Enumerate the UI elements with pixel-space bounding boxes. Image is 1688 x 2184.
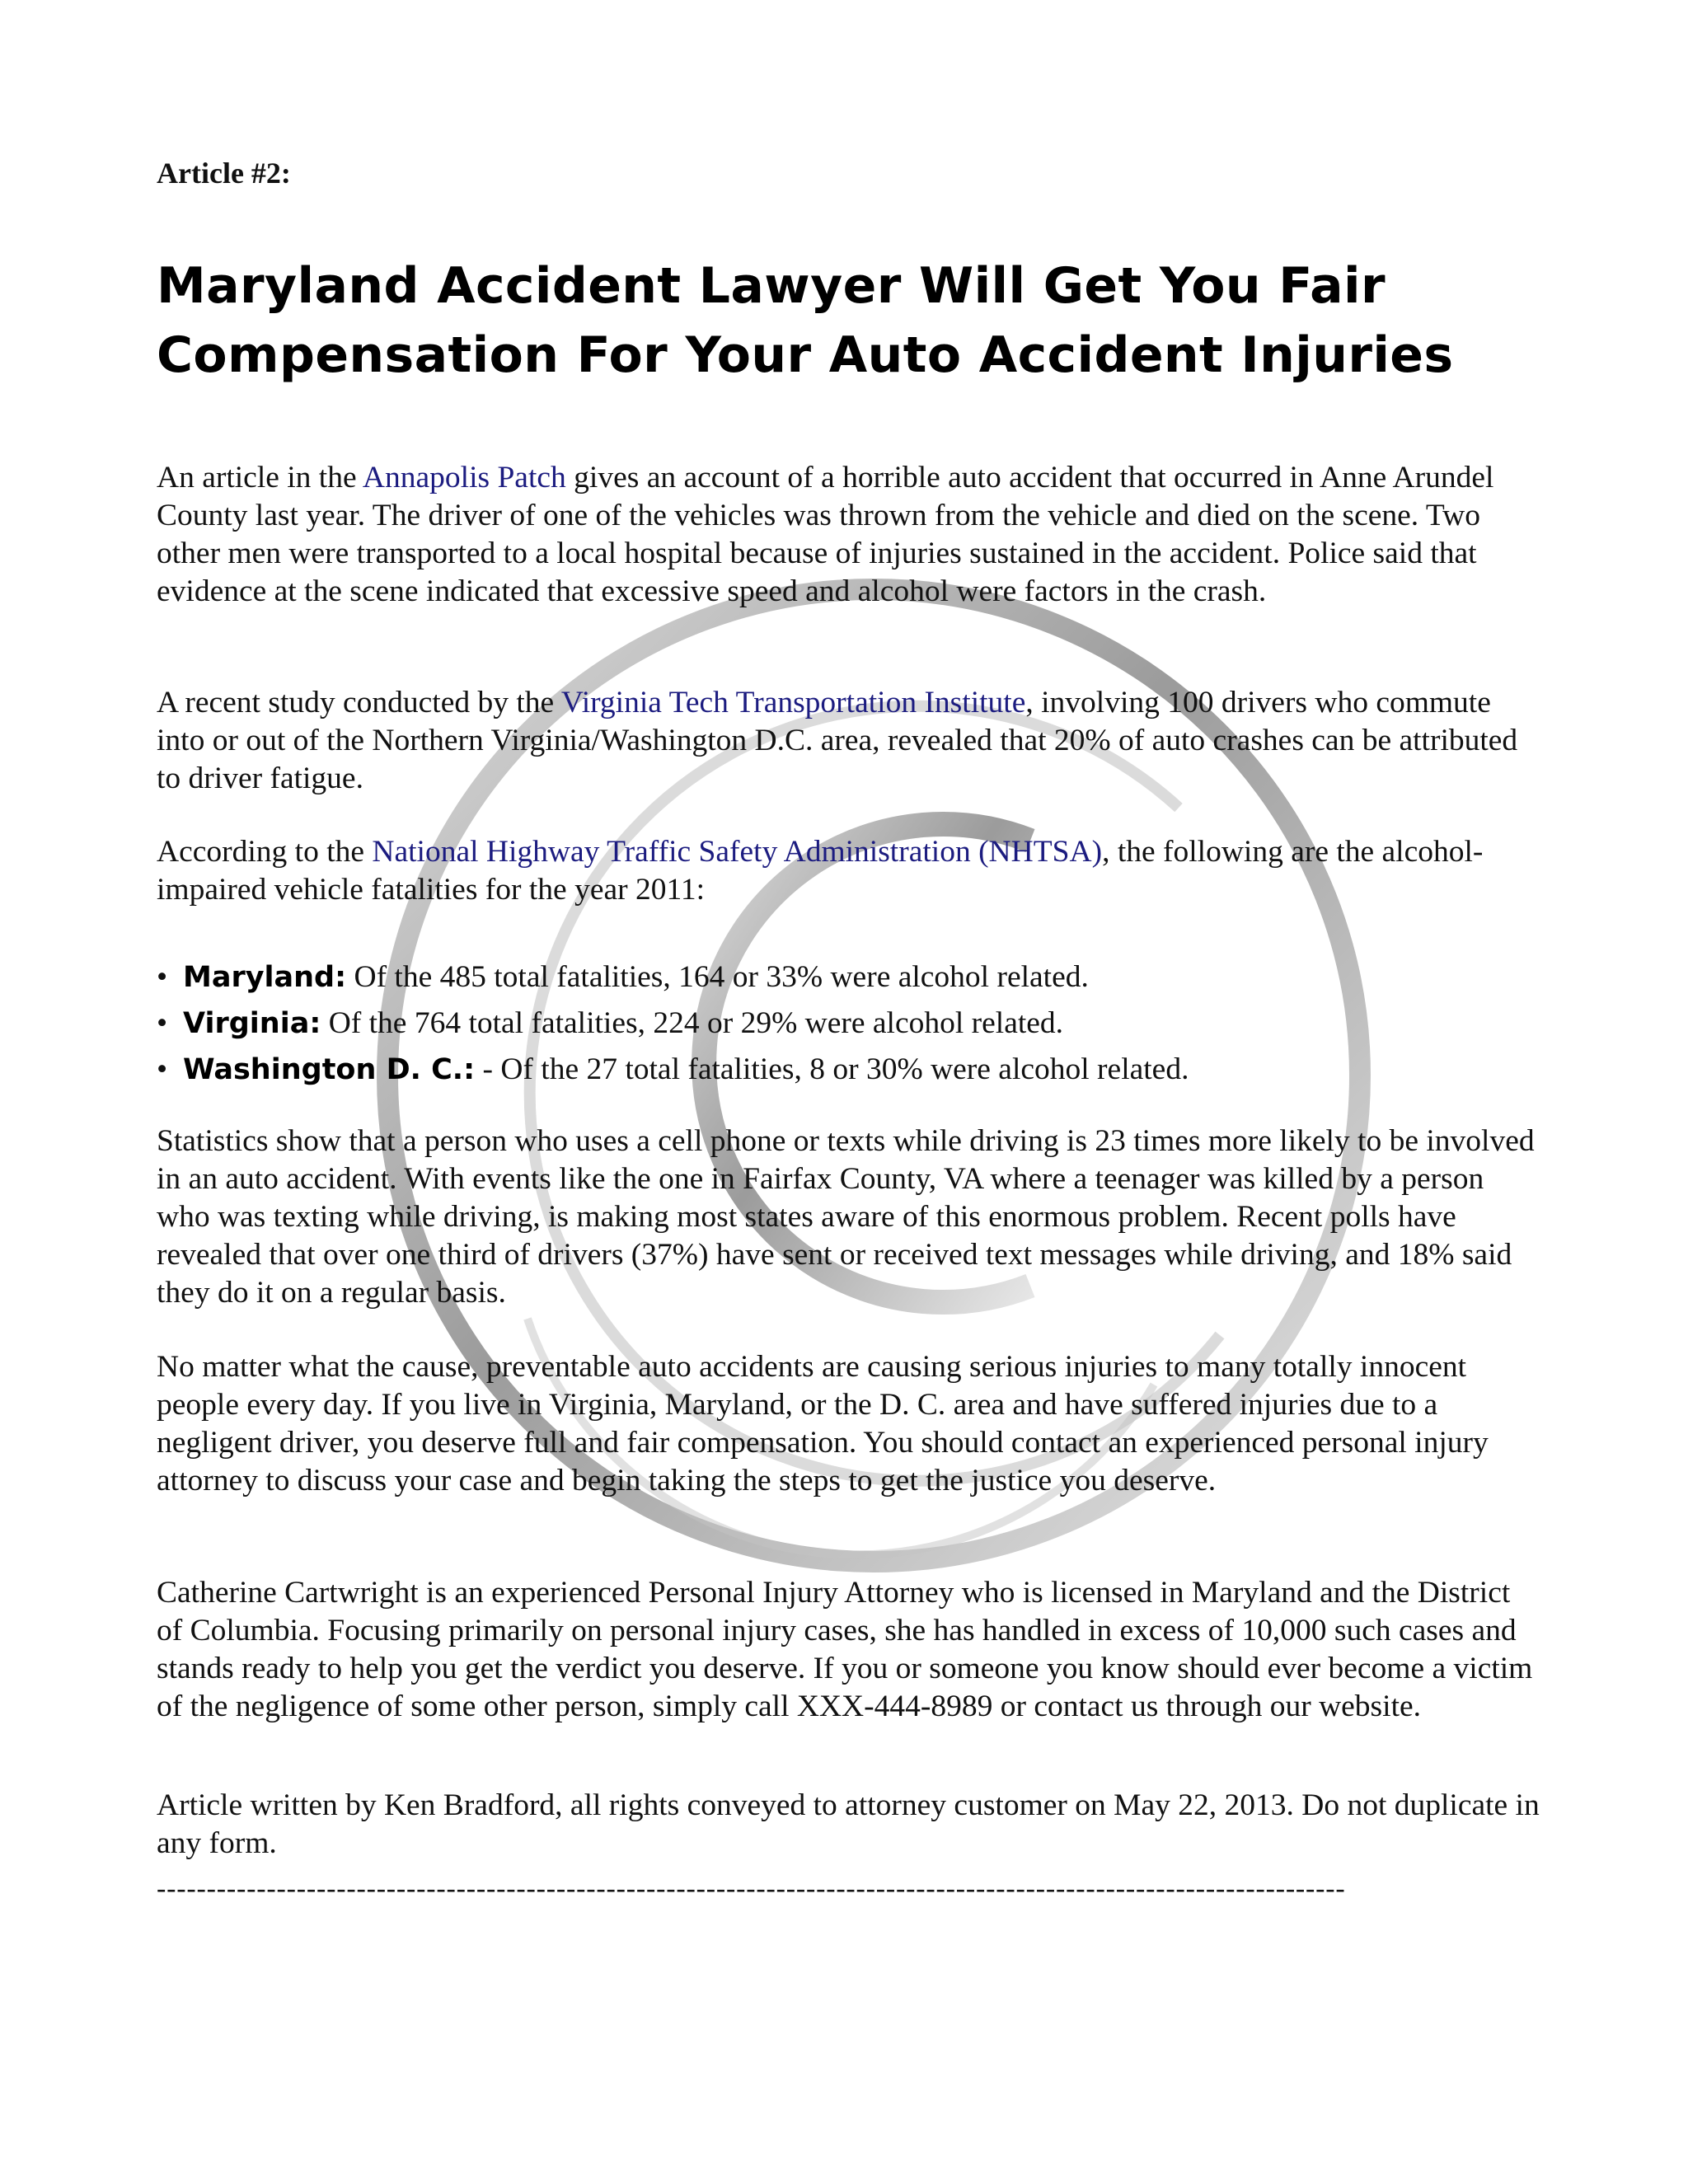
virginia-tech-institute-link[interactable]: Virginia Tech Transportation Institute <box>560 686 1026 719</box>
paragraph-attorney-bio: Catherine Cartwright is an experienced Personal Injury Attorney who is licensed in Maryland and the District of Columbia. Focusing primarily on personal injury cases, she has handled in excess of 10,000 such cases and stands ready to help you get the verdict you deserve. If you or someone you know should ever become a victim of the negligence of some other person, simply call XXX-444-8989 or contact us through our website. <box>157 1576 1533 1723</box>
bullet-icon: • <box>157 1006 168 1040</box>
article-number-label: Article #2: <box>157 157 291 190</box>
annapolis-patch-link[interactable]: Annapolis Patch <box>362 461 566 494</box>
list-item-maryland <box>157 954 1189 1001</box>
fatality-stat: Of the 764 total fatalities, 224 or 29% were alcohol related. <box>321 1006 1064 1040</box>
bullet-icon: • <box>157 1052 168 1086</box>
paragraph-text: A recent study conducted by the <box>157 686 561 719</box>
paragraph-preventable-accidents: No matter what the cause, preventable auto accidents are causing serious injuries to many totally innocent people every day. If you live in Virginia, Maryland, or the D. C. area and have suffered injuries due to a negligent driver, you deserve full and fair compensation. You should contact an experienced personal injury attorney to discuss your case and begin taking the steps to get the justice you deserve. <box>157 1350 1489 1497</box>
fatality-stat: Of the 485 total fatalities, 164 or 33% were alcohol related. <box>346 960 1089 994</box>
paragraph-text: An article in the <box>157 461 363 494</box>
paragraph-annapolis-accident <box>157 459 1541 611</box>
paragraph-text: , the following are the alcohol-impaired vehicle fatalities for the year 2011: <box>157 835 1484 907</box>
headline-line-1: Maryland Accident Lawyer Will Get You Fair <box>157 257 1386 315</box>
paragraph-text: According to the <box>157 835 373 869</box>
paragraph-copyright-notice: Article written by Ken Bradford, all rights conveyed to attorney customer on May 22, 2013. Do not duplicate in any form. <box>157 1788 1540 1860</box>
state-label: Maryland: <box>183 961 347 994</box>
paragraph-nhtsa-intro <box>157 833 1541 909</box>
nhtsa-link[interactable]: National Highway Traffic Safety Administration (NHTSA) <box>372 835 1103 869</box>
paragraph-text: gives an account of a horrible auto accident that occurred in Anne Arundel County last year. The driver of one of the vehicles was thrown from the vehicle and died on the scene. Two other men were transported to a local hospital because of injuries sustained in the accident. Police said that evidence at the scene indicated that excessive speed and alcohol were factors in the crash. <box>157 461 1494 608</box>
list-item-virginia <box>157 1001 1189 1047</box>
paragraph-texting-statistics: Statistics show that a person who uses a cell phone or texts while driving is 23 times more likely to be involved in an auto accident. With events like the one in Fairfax County, VA where a teenager was killed by a person who was texting while driving, is making most states aware of this enormous problem. Recent polls have revealed that over one third of drivers (37%) have sent or received text messages while driving, and 18% said they do it on a regular basis. <box>157 1124 1535 1310</box>
list-item-washington-dc <box>157 1047 1189 1093</box>
divider-line: ----------------------------------------------------------------------------------------------------------------------- <box>157 1873 1346 1904</box>
state-label: Washington D. C.: <box>183 1053 476 1086</box>
paragraph-text: , involving 100 drivers who commute into or out of the Northern Virginia/Washington D.C. area, revealed that 20% of auto crashes can be attributed to driver fatigue. <box>157 686 1518 795</box>
bullet-icon: • <box>157 960 168 994</box>
headline-line-2: Compensation For Your Auto Accident Injuries <box>157 326 1454 384</box>
paragraph-driver-fatigue <box>157 684 1541 798</box>
fatality-stat: - Of the 27 total fatalities, 8 or 30% were alcohol related. <box>475 1052 1189 1086</box>
fatalities-list <box>157 954 1189 1093</box>
article-headline <box>157 251 1454 390</box>
state-label: Virginia: <box>183 1007 321 1040</box>
